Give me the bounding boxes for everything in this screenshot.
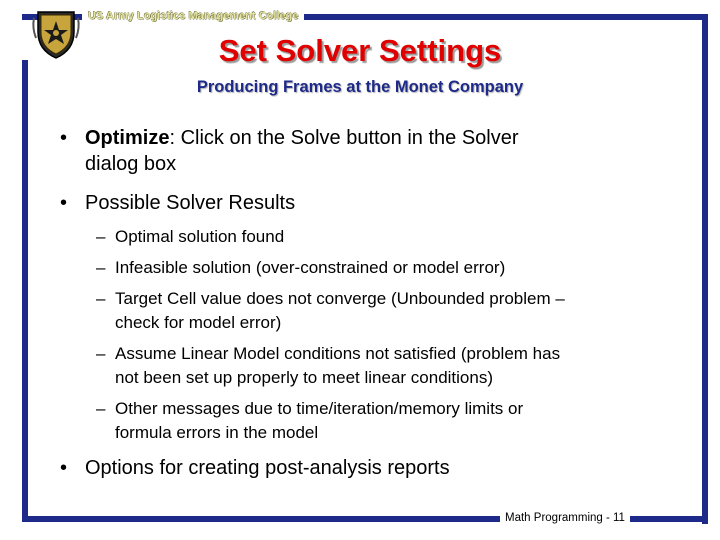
bullet-glyph: •: [60, 127, 68, 149]
bullet-post-analysis: [60, 455, 680, 481]
sub-bullet: [60, 287, 680, 335]
bullet-optimize-line1: [85, 125, 680, 151]
bullet-optimize-bold: Optimize: [85, 127, 170, 149]
bullet-optimize-text: : Click on the Solve button in the Solver: [169, 127, 519, 149]
dash-glyph: –: [96, 227, 106, 246]
sub-bullet: [60, 397, 680, 445]
sub-bullet-line: check for model error): [115, 313, 282, 332]
sub-bullet-line: Assume Linear Model conditions not satisfied (problem has: [115, 344, 561, 363]
sub-bullet-line: formula errors in the model: [115, 423, 319, 442]
bullet-glyph: •: [60, 192, 68, 214]
sub-bullet-line: Other messages due to time/iteration/memory limits or: [115, 399, 524, 418]
sub-bullet: [60, 342, 680, 390]
dash-glyph: –: [96, 258, 106, 277]
sub-bullet-line: Optimal solution found: [115, 227, 285, 246]
dash-glyph: –: [96, 344, 106, 363]
dash-glyph: –: [96, 399, 106, 418]
sub-bullet-line: Target Cell value does not converge (Unbounded problem –: [115, 289, 565, 308]
bullet-possible-results-text: Possible Solver Results: [85, 192, 296, 214]
bullet-optimize: [60, 125, 680, 177]
sub-bullet: [60, 256, 680, 280]
slide-title: Set Solver Settings: [218, 33, 502, 68]
slide-content: [60, 125, 680, 481]
bullet-optimize-line2: dialog box: [85, 153, 177, 175]
college-name: US Army Logistics Management College: [82, 8, 304, 25]
slide-subtitle: Producing Frames at the Monet Company: [196, 78, 524, 96]
sub-bullet-line: Infeasible solution (over-constrained or model error): [115, 258, 506, 277]
sub-bullet-line: not been set up properly to meet linear conditions): [115, 368, 494, 387]
bullet-post-analysis-text: Options for creating post-analysis reports: [85, 457, 450, 479]
sub-bullet: [60, 225, 680, 249]
frame-left-border: [22, 60, 28, 522]
dash-glyph: –: [96, 289, 106, 308]
bullet-glyph: •: [60, 457, 68, 479]
bullet-possible-results: [60, 190, 680, 216]
footer-page-label: Math Programming - 11: [500, 509, 630, 527]
